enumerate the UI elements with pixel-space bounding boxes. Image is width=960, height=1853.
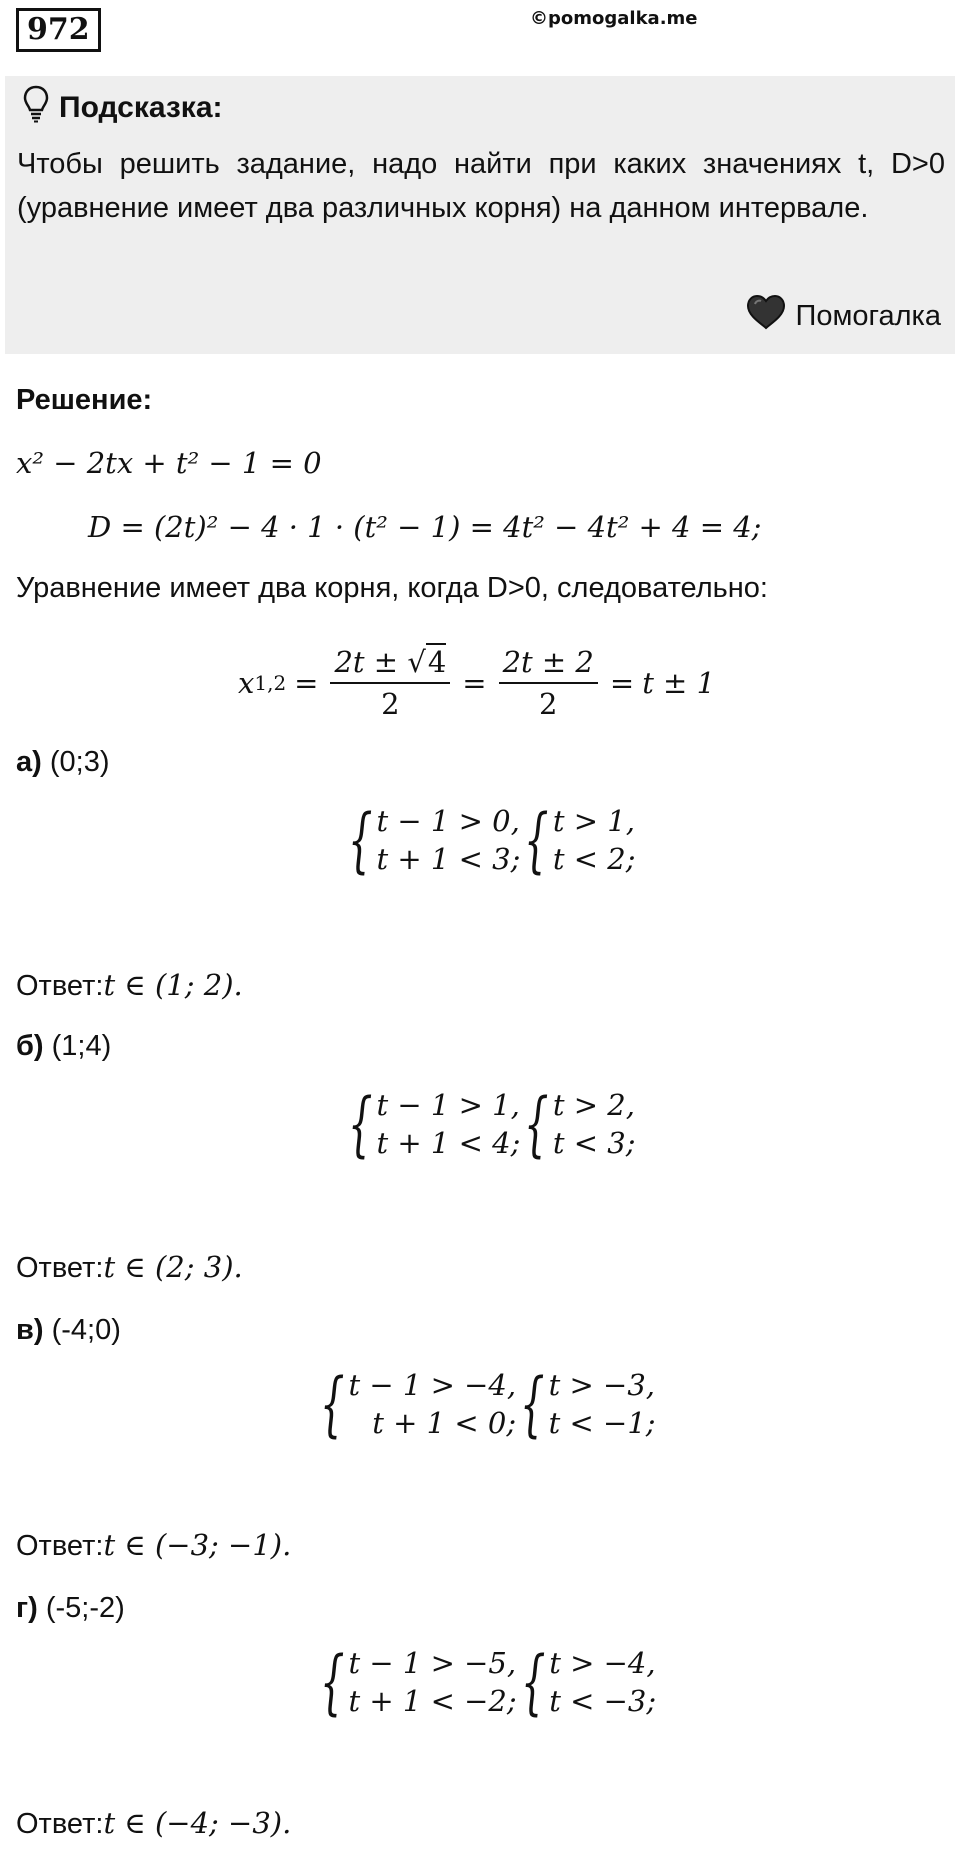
discriminant-formula: D = (2t)² − 4 · 1 · (t² − 1) = 4t² − 4t² + 4 = 4; xyxy=(88,510,762,544)
part-v-systems: { t − 1 > −4, t + 1 < 0; { t > −3, t < −1; xyxy=(320,1363,656,1445)
roots-formula: x 1,2 = $\frac{2t \pm √4}{2}$ = $\frac{2t \pm 2}{2}$ = t ± 1 xyxy=(238,642,715,724)
site-watermark: ©pomogalka.me xyxy=(530,8,698,29)
hint-text: Чтобы решить задание, надо найти при каких значениях t, D>0 (уравнение имеет два различных корня) на данном интервале. xyxy=(17,148,945,224)
root-fraction-1: $\frac{2t \pm √4}{2}$ xyxy=(330,642,450,724)
root-fraction-2: $\frac{2t \pm 2}{2}$ xyxy=(499,642,598,724)
condition-text: Уравнение имеет два корня, когда D>0, следовательно: xyxy=(16,572,768,604)
part-g-answer: Ответ:t ∈ (−4; −3). xyxy=(16,1806,292,1840)
brand xyxy=(746,294,941,338)
hint-title xyxy=(23,86,223,130)
brand-name: Помогалка xyxy=(795,299,941,332)
part-b-answer: Ответ:t ∈ (2; 3). xyxy=(16,1250,243,1284)
part-g-header: г) (-5;-2) xyxy=(16,1592,125,1624)
part-v-answer: Ответ:t ∈ (−3; −1). xyxy=(16,1528,292,1562)
part-b-header: б) (1;4) xyxy=(16,1030,112,1062)
heart-icon xyxy=(746,294,786,338)
part-a-header: а) (0;3) xyxy=(16,746,110,778)
task-number: 972 xyxy=(16,8,101,52)
hint-box xyxy=(5,76,955,354)
main-equation: x² − 2tx + t² − 1 = 0 xyxy=(16,446,322,480)
part-v-header: в) (-4;0) xyxy=(16,1314,121,1346)
part-g-systems: { t − 1 > −5, t + 1 < −2; { t > −4, t < −3; xyxy=(320,1641,657,1723)
part-a-answer: Ответ:t ∈ (1; 2). xyxy=(16,968,243,1002)
part-a-systems: { t − 1 > 0, t + 1 < 3; { t > 1, t < 2; xyxy=(348,799,636,881)
lightbulb-icon xyxy=(23,85,49,131)
part-b-systems: { t − 1 > 1, t + 1 < 4; { t > 2, t < 3; xyxy=(348,1083,636,1165)
solution-heading: Решение: xyxy=(16,384,153,416)
hint-title-text: Подсказка: xyxy=(59,91,223,124)
